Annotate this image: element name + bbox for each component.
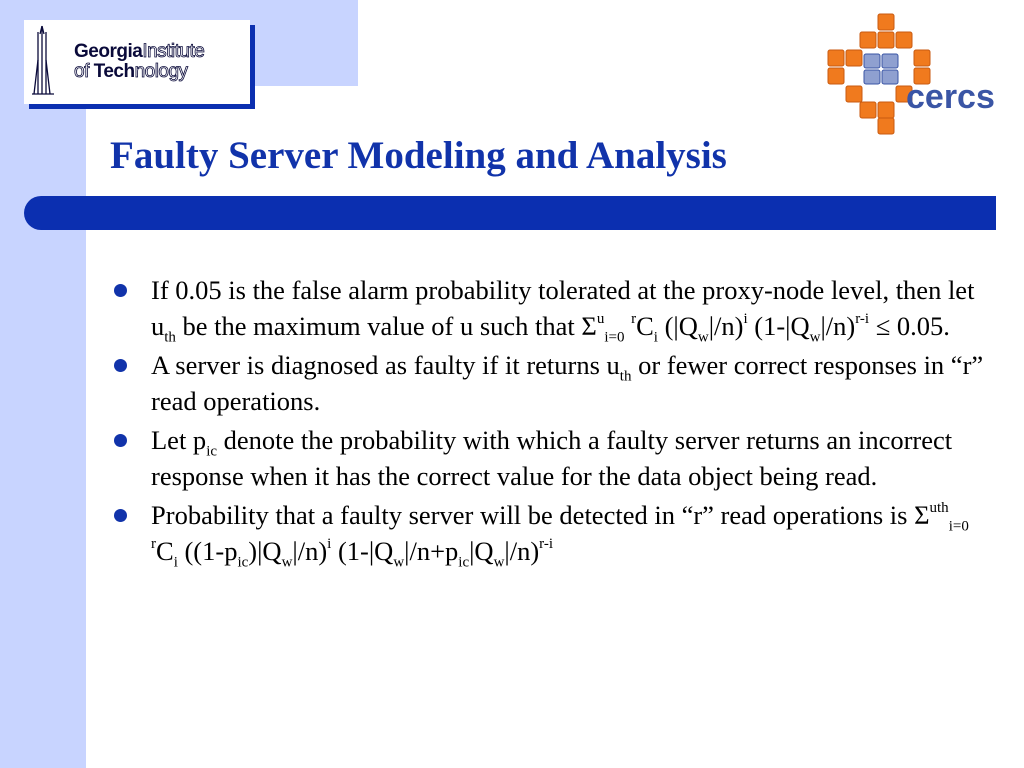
superscript: i	[327, 536, 332, 553]
subscript: ic	[458, 554, 470, 571]
subscript: th	[164, 329, 176, 346]
superscript: r	[631, 311, 637, 328]
bullet-text	[151, 500, 969, 571]
subscript: i	[653, 329, 658, 346]
gt-light-nology: nology	[134, 61, 188, 82]
bullet-icon	[114, 434, 127, 447]
text-run: |/n+p	[404, 536, 459, 566]
text-run: Probability that a faulty server will be detected in “r” read operations is Σ	[151, 500, 930, 530]
text-run: |/n)	[708, 311, 744, 341]
bullet-text	[151, 275, 975, 346]
superscript: r-i	[539, 536, 554, 553]
text-run: (1-|Q	[747, 311, 810, 341]
text-run: ((1-p	[177, 536, 238, 566]
subscript: ic	[206, 443, 218, 460]
text-run: ≤ 0.05.	[869, 311, 950, 341]
slide-title: Faulty Server Modeling and Analysis	[110, 134, 727, 177]
text-run: (|Q	[657, 311, 698, 341]
text-run: denote the probability with which a faulty server returns an incorrect response when it has the correct value for the data object being read.	[151, 425, 953, 491]
superscript: i	[743, 311, 748, 328]
text-run: (1-|Q	[331, 536, 394, 566]
title-rule	[24, 196, 996, 230]
bullet-item	[114, 272, 994, 344]
text-run: Let p	[151, 425, 207, 455]
bullet-item	[114, 497, 994, 569]
superscript: uth	[929, 500, 949, 517]
bullet-text	[151, 350, 983, 416]
gt-light-of: of	[74, 61, 94, 82]
bullet-text	[151, 425, 952, 491]
bullet-item	[114, 347, 994, 419]
subscript: th	[619, 368, 632, 385]
text-run: C	[156, 536, 174, 566]
bullet-list	[114, 272, 994, 572]
text-run: If 0.05 is the false alarm probability tolerated at the proxy-node level, then let u	[151, 275, 975, 341]
superscript: r-i	[855, 311, 870, 328]
subscript: i=0	[948, 518, 969, 535]
bullet-icon	[114, 359, 127, 372]
subscript: w	[393, 554, 405, 571]
cercs-text: cercs	[906, 78, 995, 116]
text-run: )|Q	[248, 536, 282, 566]
subscript: i=0	[604, 329, 625, 346]
subscript: w	[697, 329, 709, 346]
subscript: w	[493, 554, 505, 571]
gt-light-institute: Institute	[142, 41, 205, 62]
bullet-icon	[114, 509, 127, 522]
text-run: C	[636, 311, 654, 341]
text-run: |/n)	[504, 536, 540, 566]
text-run: |/n)	[292, 536, 328, 566]
text-run: or fewer correct responses in “r” read operations.	[151, 350, 984, 416]
subscript: w	[281, 554, 293, 571]
gt-bold-tech: Tech	[93, 61, 135, 82]
superscript: r	[151, 536, 156, 553]
bullet-item	[114, 422, 994, 494]
text-run: |Q	[469, 536, 494, 566]
cercs-logo	[826, 12, 1002, 136]
georgia-tech-logo	[24, 20, 250, 104]
text-run: |/n)	[820, 311, 856, 341]
subscript: w	[809, 329, 821, 346]
gt-bold-georgia: Georgia	[74, 41, 143, 62]
subscript: ic	[237, 554, 249, 571]
superscript: u	[596, 311, 605, 328]
text-run: A server is diagnosed as faulty if it returns u	[151, 350, 620, 380]
text-run: be the maximum value of u such that Σ	[175, 311, 597, 341]
bullet-icon	[114, 284, 127, 297]
left-decor-band	[0, 0, 86, 768]
subscript: i	[173, 554, 178, 571]
